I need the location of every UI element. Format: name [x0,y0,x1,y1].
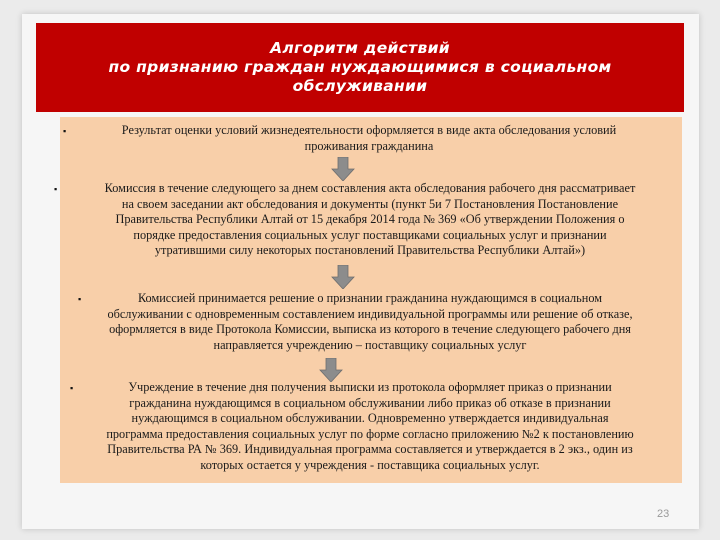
step-1-line-2: проживания гражданина [304,138,434,153]
bullet-4: ▪ [70,383,74,393]
step-4-line-2: гражданина нуждающимся в социальном обслуживании либо приказ об отказе в признании [129,395,611,410]
step-1-line-1: Результат оценки условий жизнедеятельности оформляется в виде акта обследования условий [121,123,617,137]
step-2-line-3: Правительства Республики Алтай от 15 декабря 2014 года № 369 «Об утверждении Положения о [115,212,625,227]
step-1-text [74,123,664,154]
title-line-1: Алгоритм действий [270,39,450,57]
step-3-text [64,291,676,353]
page-number: 23 [657,508,670,520]
step-2-line-1: Комиссия в течение следующего за днем составления акта обследования рабочего дня рассматривает [104,181,636,195]
title-banner [36,23,684,112]
step-2-line-5: утратившими силу некоторых постановлений Правительства Республики Алтай») [154,243,586,258]
down-arrow-icon [331,157,355,181]
content-area [54,117,682,483]
title-line-3: обслуживании [292,77,428,95]
bullet-2: ▪ [54,184,58,194]
step-3-line-4: направляется учреждению – поставщику социальных услуг [213,337,527,352]
step-2-text [64,181,676,259]
down-arrow-icon [319,358,343,382]
step-3-line-3: оформляется в виде Протокола Комиссии, выписка из которого в течение следующего рабочего дня [109,322,631,337]
bullet-3: ▪ [78,294,82,304]
title-line-2: по признанию граждан нуждающимися в социальном [108,58,612,76]
step-3-line-1: Комиссией принимается решение о признании гражданина нуждающимся в социальном [137,291,603,305]
step-4-line-6: которых остается у учреждения - поставщика социальных услуг. [200,457,540,472]
step-4-line-4: программа предоставления социальных услуг по форме согласно приложению №2 к постановлению [106,426,634,441]
down-arrow-icon [331,265,355,289]
step-4-line-1: Учреждение в течение дня получения выписки из протокола оформляет приказ о признании [128,380,612,394]
step-3-line-2: обслуживании с одновременным составлением индивидуальной программы или решение об отказе, [107,306,633,321]
step-4-text [64,380,676,474]
bullet-1: ▪ [63,126,67,136]
step-4-line-5: Правительства РА № 369. Индивидуальная программа составляется и утверждается в 2 экз., один из [107,442,633,457]
step-2-line-4: порядке предоставления социальных услуг поставщиками социальных услуг и признании [133,227,607,242]
step-2-line-2: на своем заседании акт обследования и документы (пункт 5и 7 Постановления Постановление [121,196,619,211]
step-4-line-3: нуждающимся в социальном обслуживании. Одновременно утверждается индивидуальная [131,411,609,426]
